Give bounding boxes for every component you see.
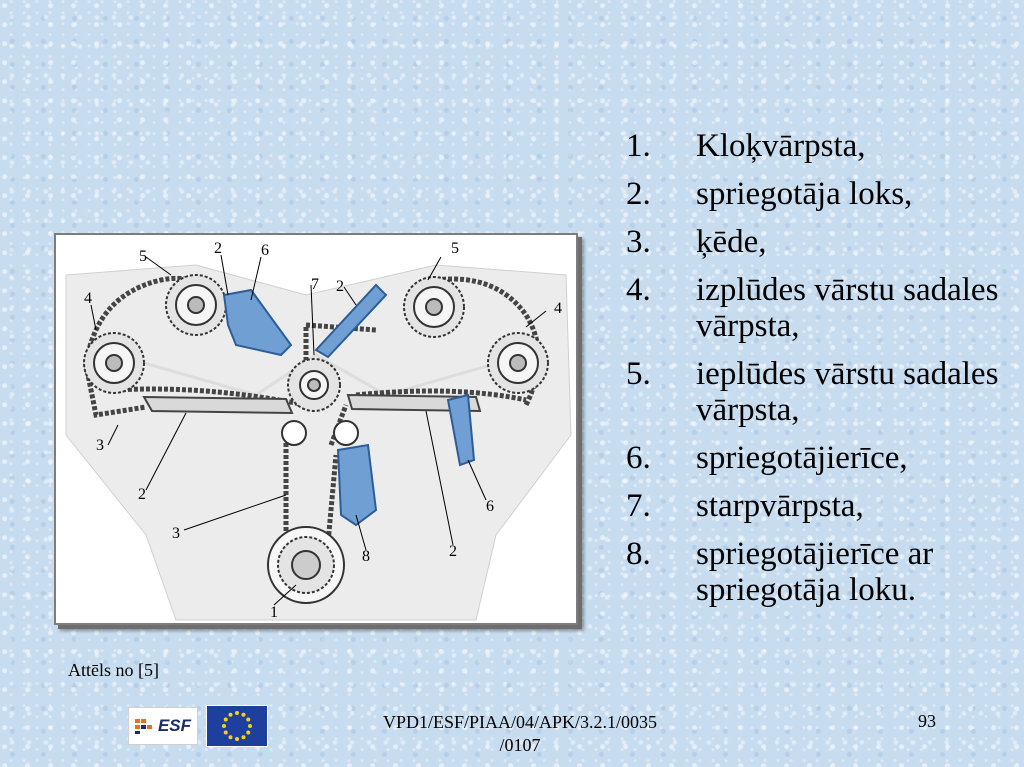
- eu-star: [224, 731, 228, 735]
- esf-mark-icon: [135, 717, 155, 735]
- label-2-right: 2: [449, 543, 457, 560]
- camshaft-sprocket-right-outer: [488, 333, 548, 393]
- label-8: 8: [362, 548, 370, 565]
- timing-chain-figure: [54, 233, 578, 625]
- eu-star: [224, 718, 228, 722]
- legend-item: 1. Kloķvārpsta,: [626, 128, 866, 164]
- project-code: VPD1/ESF/PIAA/04/APK/3.2.1/0035 /0107: [382, 712, 658, 755]
- page-number: 93: [918, 711, 936, 731]
- eu-star: [242, 713, 246, 717]
- eu-flag-icon: [206, 705, 268, 747]
- label-4-left: 4: [84, 290, 92, 307]
- label-5-right: 5: [451, 240, 459, 257]
- camshaft-sprocket-right-inner: [404, 277, 464, 337]
- esf-logo: [128, 707, 198, 745]
- legend-item: 8. spriegotājierīce ar spriegotāja loku.: [626, 536, 934, 608]
- camshaft-sprocket-left-outer: [84, 333, 144, 393]
- label-6-right: 6: [486, 498, 494, 515]
- intermediate-shaft-sprocket: [288, 359, 340, 411]
- figure-caption: Attēls no [5]: [68, 660, 159, 680]
- label-1: 1: [270, 604, 278, 621]
- eu-star: [222, 724, 226, 728]
- timing-chain-diagram: [56, 235, 576, 623]
- label-2-left: 2: [138, 486, 146, 503]
- label-7: 7: [311, 276, 319, 293]
- tensioner-device-with-rail: [338, 445, 376, 525]
- legend-item: 6. spriegotājierīce,: [626, 440, 908, 476]
- legend-item: 2. spriegotāja loks,: [626, 176, 913, 212]
- label-3-left: 3: [96, 437, 104, 454]
- eu-star: [229, 713, 233, 717]
- label-2-top-left: 2: [214, 240, 222, 257]
- legend-item: 3. ķēde,: [626, 224, 767, 260]
- legend-item: 4. izplūdes vārstu sadales vārpsta,: [626, 272, 999, 344]
- legend-item: 5. ieplūdes vārstu sadales vārpsta,: [626, 356, 999, 428]
- tensioner-rail-left: [144, 397, 292, 413]
- eu-star: [246, 731, 250, 735]
- eu-star: [246, 718, 250, 722]
- label-6-top: 6: [261, 242, 269, 259]
- legend-list: [626, 128, 1006, 620]
- eu-star: [235, 737, 239, 741]
- label-2-top-right: 2: [336, 278, 344, 295]
- camshaft-sprocket-left-inner: [166, 275, 226, 335]
- eu-star: [248, 724, 252, 728]
- eu-star: [229, 735, 233, 739]
- legend-item: 7. starpvārpsta,: [626, 488, 864, 524]
- label-4-right: 4: [554, 300, 562, 317]
- eu-star: [242, 735, 246, 739]
- crankshaft-sprocket: [268, 527, 344, 603]
- esf-logo-text: ESF: [157, 716, 192, 735]
- label-3-bottom: 3: [172, 525, 180, 542]
- label-5-left: 5: [139, 248, 147, 265]
- eu-star: [235, 711, 239, 715]
